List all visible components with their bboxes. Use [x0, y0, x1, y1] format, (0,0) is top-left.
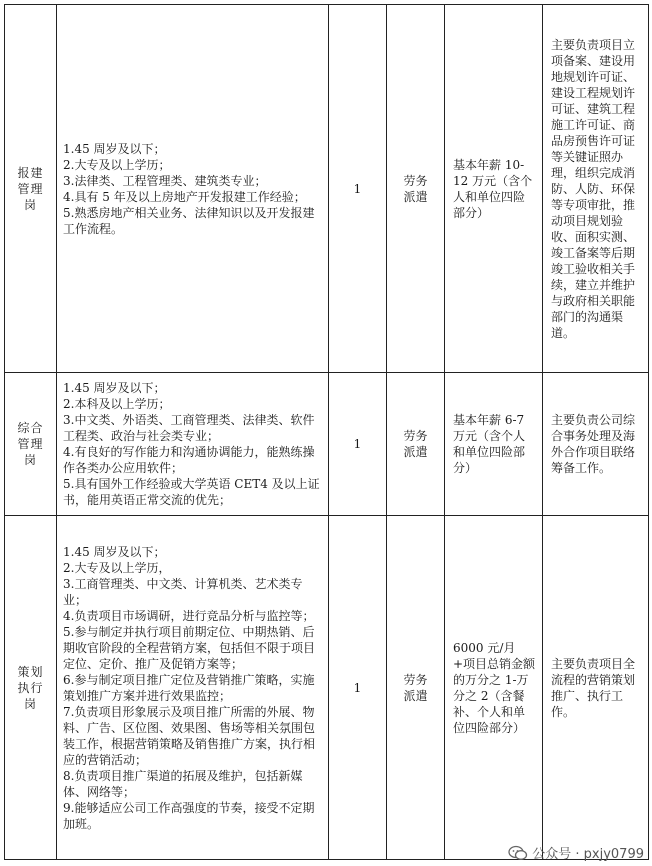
job-table — [4, 4, 649, 860]
headcount-cell: 1 — [329, 516, 387, 860]
requirements-list — [63, 141, 324, 237]
requirements-cell — [57, 516, 329, 860]
position-cell — [5, 373, 57, 516]
salary-cell: 基本年薪 10-12 万元（含个人和单位四险部分） — [445, 5, 543, 373]
position-cell — [5, 516, 57, 860]
requirements-cell — [57, 5, 329, 373]
duties-cell: 主要负责项目全流程的营销策划推广、执行工作。 — [543, 516, 649, 860]
requirements-list — [63, 380, 324, 508]
position-name: 报建管理岗 — [17, 165, 44, 212]
duties-cell: 主要负责公司综合事务处理及海外合作项目联络筹备工作。 — [543, 373, 649, 516]
employment-type: 劳务派遣 — [403, 173, 428, 204]
requirement-item: 5.熟悉房地产相关业务、法律知识以及开发报建工作流程。 — [63, 205, 315, 236]
employment-type: 劳务派遣 — [403, 429, 428, 459]
requirement-item: 5.参与制定并执行项目前期定位、中期热销、后期收官阶段的全程营销方案，包括但不限于项目定位、定价、推广及促销方案等； — [63, 624, 316, 671]
requirement-item: 1.45 周岁及以下； — [63, 544, 166, 559]
table-row — [5, 516, 649, 860]
requirement-item: 4.负责项目市场调研，进行竞品分析与监控等； — [63, 608, 315, 623]
headcount-cell: 1 — [329, 373, 387, 516]
position-cell — [5, 5, 57, 373]
requirements-cell — [57, 373, 329, 516]
requirement-item: 7.负责项目形象展示及项目推广所需的外展、物料、广告、区位图、效果图、售场等相关氛围包装工作，根据营销策略及销售推广方案，执行相应的营销活动； — [63, 704, 316, 767]
requirement-item: 1.45 周岁及以下； — [63, 141, 166, 156]
requirement-item: 6.参与制定项目推广定位及营销推广策略，实施策划推广方案并进行效果监控； — [63, 672, 315, 703]
table-row — [5, 373, 649, 516]
employment-cell — [387, 516, 445, 860]
requirement-item: 9.能够适应公司工作高强度的节奏，接受不定期加班。 — [63, 800, 315, 831]
position-name: 综合管理岗 — [17, 421, 44, 467]
salary-cell: 6000 元/月+项目总销金额的万分之 1-万分之 2（含餐补、个人和单位四险部分） — [445, 516, 543, 860]
requirement-item: 3.中文类、外语类、工商管理类、法律类、软件工程类、政治与社会类专业； — [63, 413, 315, 443]
employment-type: 劳务派遣 — [403, 672, 428, 703]
duties-cell: 主要负责项目立项备案、建设用地规划许可证、建设工程规划许可证、建筑工程施工许可证、商品房预售许可证等关键证照办理，组织完成消防、人防、环保等专项审批，推动项目规划验收、面积实测、竣工备案等后期竣工验收相关手续，建立并维护与政府相关职能部门的沟通渠道。 — [543, 5, 649, 373]
position-name: 策划执行岗 — [17, 664, 44, 711]
requirement-item: 3.法律类、工程管理类、建筑类专业； — [63, 173, 267, 188]
requirements-list — [63, 544, 324, 832]
requirement-item: 5.具有国外工作经验或大学英语 CET4 及以上证书，能用英语正常交流的优先； — [63, 477, 320, 507]
employment-cell — [387, 373, 445, 516]
salary-cell: 基本年薪 6-7 万元（含个人和单位四险部分） — [445, 373, 543, 516]
watermark — [508, 843, 644, 862]
watermark-label: 公众号 · pxjy0799 — [532, 847, 644, 862]
headcount-cell: 1 — [329, 5, 387, 373]
requirement-item: 2.大专及以上学历， — [63, 560, 171, 575]
requirement-item: 4.具有 5 年及以上房地产开发报建工作经验； — [63, 189, 306, 204]
requirement-item: 2.本科及以上学历； — [63, 397, 171, 411]
employment-cell — [387, 5, 445, 373]
requirement-item: 2.大专及以上学历； — [63, 157, 171, 172]
requirement-item: 3.工商管理类、中文类、计算机类、艺术类专业； — [63, 576, 303, 607]
requirement-item: 4.有良好的写作能力和沟通协调能力，能熟练操作各类办公应用软件； — [63, 445, 315, 475]
requirement-item: 8.负责项目推广渠道的拓展及维护，包括新媒体、网络等； — [63, 768, 303, 799]
requirement-item: 1.45 周岁及以下； — [63, 381, 166, 395]
wechat-icon — [508, 845, 528, 861]
table-row — [5, 5, 649, 373]
